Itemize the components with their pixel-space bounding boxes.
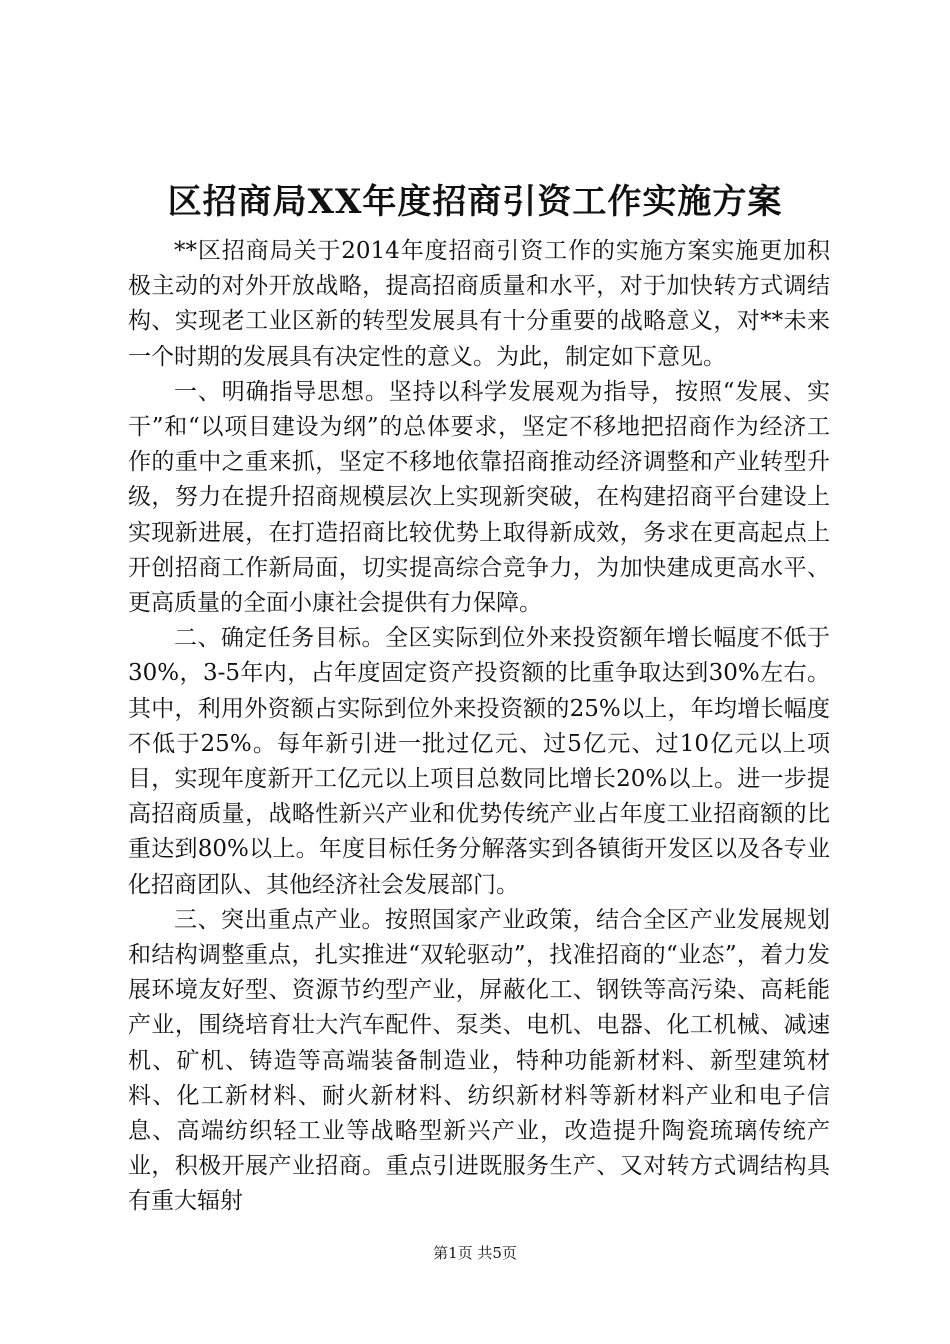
paragraph-task-targets: 二、确定任务目标。全区实际到位外来投资额年增长幅度不低于30%，3-5年内，占年度固定资产投资额的比重争取达到30%左右。其中，利用外资额占实际到位外来投资额的25%以上，年均增长幅度不低于25%。每年新引进一批过亿元、过5亿元、过10亿元以上项目，实现年度新开工亿元以上项目总数同比增长20%以上。进一步提高招商质量，战略性新兴产业和优势传统产业占年度工业招商额的比重达到80%以上。年度目标任务分解落实到各镇街开发区以及各专业化招商团队、其他经济社会发展部门。 xyxy=(128,625,830,898)
paragraph-intro: **区招商局关于2014年度招商引资工作的实施方案实施更加积极主动的对外开放战略，提高招商质量和水平，对于加快转方式调结构、实现老工业区新的转型发展具有十分重要的战略意义，对**未来一个时期的发展具有决定性的意义。为此，制定如下意见。 xyxy=(128,238,830,370)
document-title: 区招商局XX年度招商引资工作实施方案 xyxy=(167,182,783,222)
paragraph-guiding-thought: 一、明确指导思想。坚持以科学发展观为指导，按照“发展、实干”和“以项目建设为纲”的总体要求，坚定不移地把招商作为经济工作的重中之重来抓，坚定不移地依靠招商推动经济调整和产业转型升级，努力在提升招商规模层次上实现新突破，在构建招商平台建设上实现新进展，在打造招商比较优势上取得新成效，务求在更高起点上开创招商工作新局面，切实提高综合竞争力，为加快建成更高水平、更高质量的全面小康社会提供有力保障。 xyxy=(128,378,830,617)
page-footer: 第1页 共5页 xyxy=(433,1244,517,1262)
document-body xyxy=(128,234,830,1220)
paragraph-key-industries: 三、突出重点产业。按照国家产业政策，结合全区产业发展规划和结构调整重点，扎实推进“双轮驱动”，找准招商的“业态”，着力发展环境友好型、资源节约型产业，屏蔽化工、钢铁等高污染、高耗能产业，围绕培育壮大汽车配件、泵类、电机、电器、化工机械、减速机、矿机、铸造等高端装备制造业，特种功能新材料、新型建筑材料、化工新材料、耐火新材料、纺织新材料等新材料产业和电子信息、高端纺织轻工业等战略型新兴产业，改造提升陶瓷琉璃传统产业，积极开展产业招商。重点引进既服务生产、又对转方式调结构具有重大辐射 xyxy=(128,906,830,1215)
